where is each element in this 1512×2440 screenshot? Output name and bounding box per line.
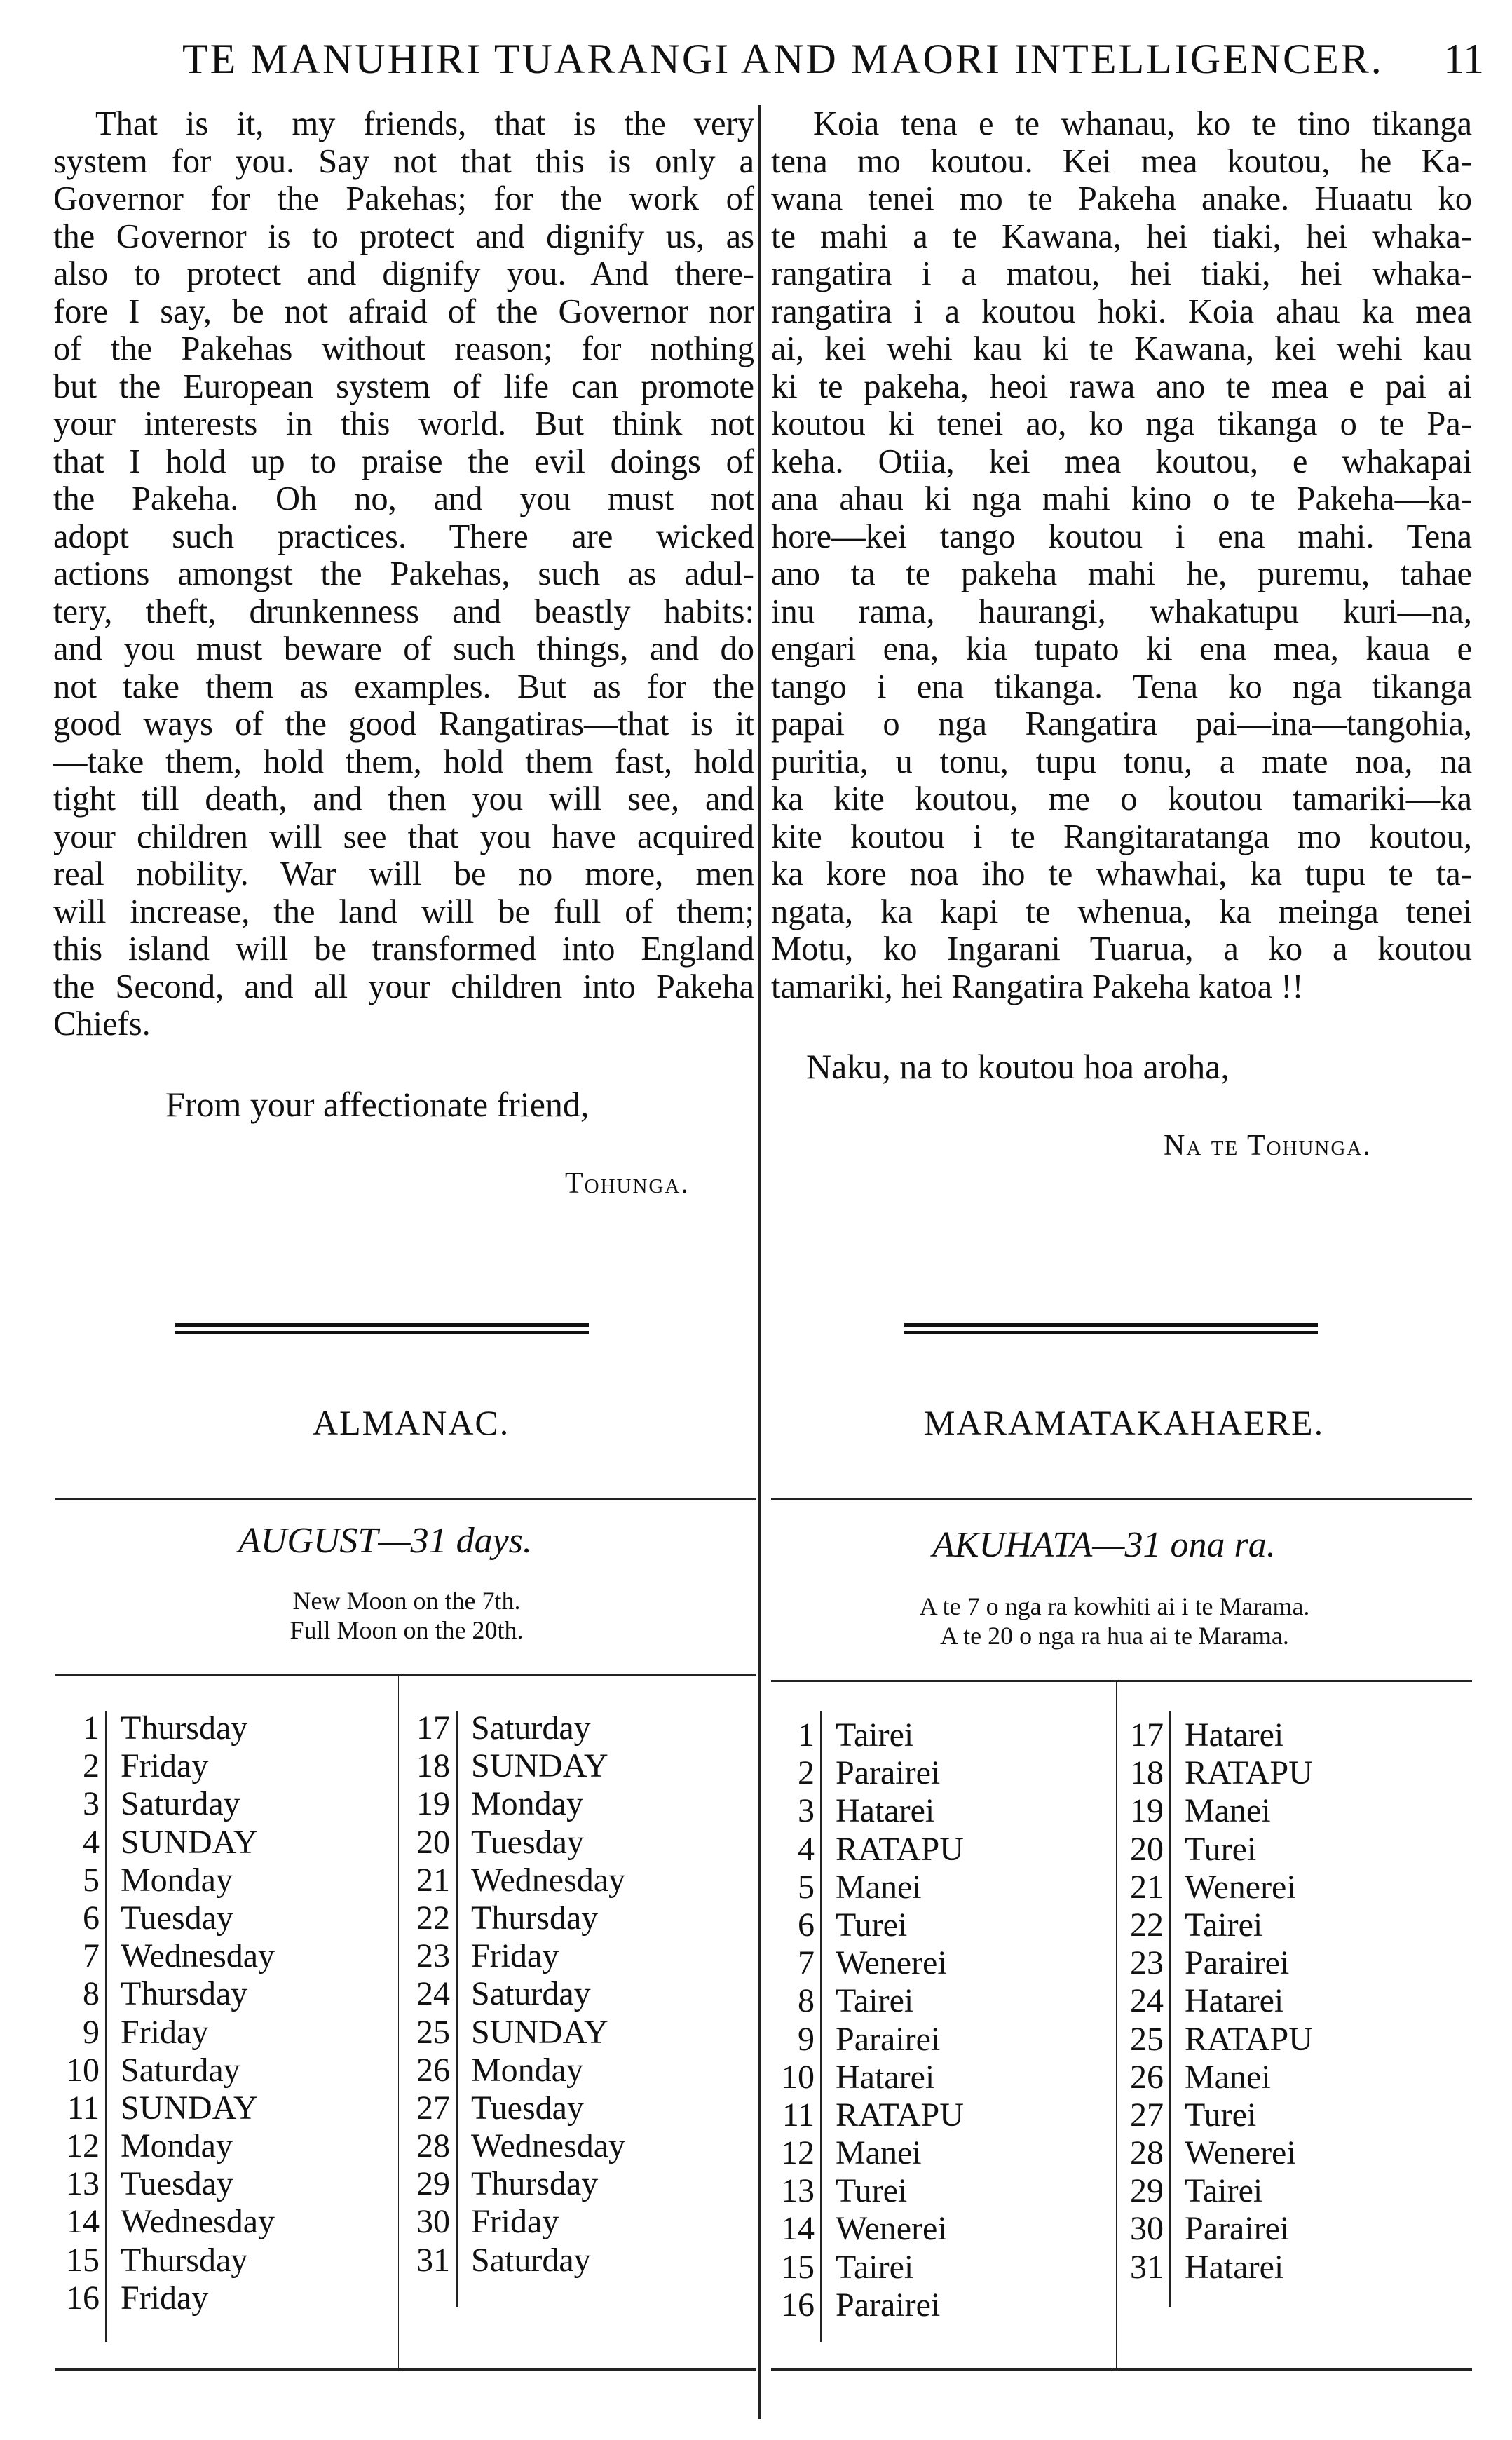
weekday-name: Hatarei [1185,1982,1284,2020]
weekday-name: RATAPU [836,1830,964,1868]
calendar-row [765,2096,1102,2134]
english-double-rule [175,1323,589,1327]
calendar-row [765,1754,1102,1792]
weekday-name: Wenerei [1185,2134,1296,2172]
calendar-row [765,1869,1102,1906]
calendar-row [50,2052,387,2089]
weekday-name: Parairei [836,1754,941,1792]
text-line: hore—kei tango koutou i ena mahi. Tena [771,517,1472,555]
calendar-row [1115,2172,1451,2210]
day-number: 14 [66,2203,100,2241]
column-divider [758,105,761,2419]
text-line: tena mo koutou. Kei mea koutou, he Ka- [771,142,1472,180]
weekday-name: Turei [1185,1830,1257,1868]
text-line: Motu, ko Ingarani Tuarua, a ko a koutou [771,930,1472,968]
weekday-name: Saturday [471,2241,591,2279]
day-number: 16 [781,2286,815,2324]
day-number: 27 [1130,2096,1164,2134]
calendar-row [765,1792,1102,1830]
text-line: kite koutou i te Rangitaratanga mo koutou, [771,818,1472,855]
day-number: 17 [1130,1716,1164,1754]
day-number: 9 [83,2013,100,2051]
text-line: tango i ena tikanga. Tena ko nga tikanga [771,667,1472,705]
text-line: the Governor is to protect and dignify us, as [53,217,754,255]
text-line: your interests in this world. But think not [53,405,754,442]
day-number: 21 [1130,1868,1164,1906]
day-number: 18 [1130,1754,1164,1792]
day-number: 8 [798,1982,815,2020]
weekday-name: Turei [836,2172,908,2210]
weekday-name: Friday [121,2279,209,2317]
calendar-top-rule-english [55,1674,756,1676]
calendar-row [765,1982,1102,2020]
text-line: the Pakeha. Oh no, and you must not [53,480,754,517]
weekday-name: Friday [471,2203,559,2241]
text-line: tamariki, hei Rangatira Pakeha katoa !! [771,968,1304,1005]
weekday-name: SUNDAY [121,2089,258,2127]
almanac-title-maori: MARAMATAKAHAERE. [924,1403,1325,1442]
weekday-name: SUNDAY [121,1823,258,1861]
calendar-bottom-rule-maori [771,2368,1472,2371]
calendar-row [1115,1982,1451,2020]
day-number: 25 [1130,2020,1164,2058]
calendar-row [401,1862,737,1899]
day-number: 7 [83,1937,100,1975]
day-number: 11 [782,2096,815,2134]
weekday-name: Monday [471,2051,583,2089]
maori-paragraph [771,105,1472,1005]
weekday-name: Tuesday [471,2089,584,2127]
weekday-name: Friday [121,2013,209,2051]
text-line: koutou ki tenei ao, ko nga tikanga o te Pa- [771,405,1472,442]
calendar-row [1115,2021,1451,2059]
text-line: Koia tena e te whanau, ko te tino tikanga [813,105,1472,142]
weekday-name: Tuesday [121,1899,233,1937]
moon-line: A te 20 o nga ra hua ai te Marama. [940,1622,1289,1650]
month-days-english: —31 days. [378,1521,532,1561]
weekday-name: Thursday [121,2241,248,2279]
weekday-name: Parairei [836,2286,941,2324]
calendar-maori-col-1 [765,1716,1102,2324]
day-number: 30 [416,2203,450,2241]
text-line: papai o nga Rangatira pai—ina—tangohia, [771,705,1472,743]
day-number: 19 [1130,1792,1164,1830]
calendar-english-col-1 [50,1709,387,2317]
weekday-name: Wednesday [471,1861,626,1899]
text-line: but the European system of life can promote [53,367,754,405]
moon-line: Full Moon on the 20th. [290,1616,524,1644]
calendar-row [1115,1792,1451,1830]
calendar-row [1115,1869,1451,1906]
weekday-name: Tairei [1185,2172,1263,2210]
moon-line: New Moon on the 7th. [292,1587,521,1615]
day-number: 19 [416,1785,450,1823]
page-number: 11 [1443,36,1484,82]
weekday-name: Saturday [121,1785,240,1823]
weekday-name: Tairei [836,1982,914,2020]
text-line: real nobility. War will be no more, men [53,855,754,893]
calendar-row [50,1747,387,1785]
calendar-row [765,2059,1102,2096]
text-line: will increase, the land will be full of them; [53,893,754,930]
text-line: engari ena, kia tupato ki ena mea, kaua e [771,630,1472,667]
calendar-english-col-2 [401,1709,737,2279]
calendar-row [401,1975,737,2013]
text-line: ngata, ka kapi te whenua, ka meinga tenei [771,893,1472,930]
day-number: 7 [798,1944,815,1982]
calendar-row [1115,2059,1451,2096]
weekday-name: Wenerei [836,2210,947,2248]
calendar-row [1115,2096,1451,2134]
day-number: 6 [798,1906,815,1944]
text-line: That is it, my friends, that is the very [95,105,754,142]
text-line: the Second, and all your children into Pakeha [53,968,754,1005]
calendar-row [1115,1944,1451,1982]
weekday-name: Turei [836,1906,908,1944]
day-number: 25 [416,2013,450,2051]
calendar-row [50,1709,387,1747]
english-column [53,105,754,1200]
almanac-title-english: ALMANAC. [313,1403,510,1442]
calendar-row [401,1747,737,1785]
day-number: 28 [1130,2134,1164,2172]
calendar-row [765,1716,1102,1754]
text-line: puritia, u tonu, tupu tonu, a mate noa, na [771,743,1472,780]
calendar-row [50,2165,387,2203]
weekday-name: Manei [836,1868,922,1906]
calendar-row [1115,1754,1451,1792]
weekday-name: Wednesday [121,1937,275,1975]
weekday-name: Wednesday [471,2127,626,2165]
text-line: ai, kei wehi kau ki te Kawana, kei wehi kau [771,330,1472,367]
text-line: ka kite koutou, me o koutou tamariki—ka [771,780,1472,818]
calendar-row [1115,2134,1451,2172]
day-number: 14 [781,2210,815,2248]
day-number: 17 [416,1709,450,1747]
weekday-name: Thursday [471,1899,599,1937]
calendar-row [50,2127,387,2165]
day-number: 9 [798,2020,815,2058]
maori-signature: Na te Tohunga. [1164,1130,1372,1162]
day-number: 3 [83,1785,100,1823]
day-number: 4 [798,1830,815,1868]
weekday-name: Thursday [121,1709,248,1747]
weekday-name: RATAPU [1185,1754,1313,1792]
day-number: 10 [66,2051,100,2089]
day-number: 23 [416,1937,450,1975]
month-heading-english [238,1520,532,1561]
day-number: 31 [416,2241,450,2279]
weekday-name: Parairei [1185,2210,1290,2248]
weekday-name: Manei [1185,1792,1271,1830]
calendar-row [1115,1906,1451,1944]
day-number: 18 [416,1747,450,1785]
day-number: 21 [416,1861,450,1899]
weekday-name: Wednesday [121,2203,275,2241]
month-heading-maori [932,1524,1276,1566]
weekday-name: Tairei [1185,1906,1263,1944]
weekday-name: SUNDAY [471,1747,608,1785]
text-line: that I hold up to praise the evil doings of [53,442,754,480]
almanac-rule-maori [771,1498,1472,1500]
weekday-name: RATAPU [1185,2020,1313,2058]
day-number: 24 [416,1975,450,2013]
calendar-row [765,2210,1102,2248]
english-closing: From your affectionate friend, [165,1084,590,1124]
month-name-maori: AKUHATA [932,1525,1093,1565]
weekday-name: Tairei [836,1716,914,1754]
day-number: 30 [1130,2210,1164,2248]
weekday-name: Parairei [1185,1944,1290,1982]
weekday-name: Wenerei [836,1944,947,1982]
moon-line: A te 7 o nga ra kowhiti ai i te Marama. [919,1592,1310,1620]
english-signature: Tohunga. [565,1167,690,1200]
weekday-name: Wenerei [1185,1868,1296,1906]
weekday-name: Monday [121,2127,233,2165]
calendar-row [1115,1831,1451,1869]
text-line: ka kore noa iho te whawhai, ka tupu te ta- [771,855,1472,893]
calendar-row [401,1937,737,1975]
day-number: 24 [1130,1982,1164,2020]
weekday-name: Monday [471,1785,583,1823]
text-line: fore I say, be not afraid of the Governor nor [53,292,754,330]
english-paragraph [53,105,754,1043]
calendar-row [50,1899,387,1937]
weekday-name: Hatarei [836,1792,935,1830]
calendar-top-rule-maori [771,1680,1472,1682]
text-line: tery, theft, drunkenness and beastly habits: [53,592,754,630]
calendar-row [765,2286,1102,2324]
weekday-name: Friday [121,1747,209,1785]
calendar-row [50,1862,387,1899]
calendar-row [50,2089,387,2127]
day-number: 1 [83,1709,100,1747]
calendar-row [401,1785,737,1823]
weekday-name: Hatarei [1185,2248,1284,2286]
weekday-name: Turei [1185,2096,1257,2134]
day-number: 16 [66,2279,100,2317]
day-number: 10 [781,2058,815,2096]
weekday-name: Saturday [121,2051,240,2089]
calendar-row [765,2249,1102,2286]
text-line: adopt such practices. There are wicked [53,517,754,555]
calendar-row [765,1906,1102,1944]
day-number: 13 [66,2165,100,2203]
weekday-name: Thursday [471,2165,599,2203]
day-number: 28 [416,2127,450,2165]
weekday-name: Saturday [471,1709,591,1747]
text-line: te mahi a te Kawana, hei tiaki, hei whaka- [771,217,1472,255]
calendar-row [50,1975,387,2013]
day-number: 2 [83,1747,100,1785]
text-line: wana tenei mo te Pakeha anake. Huaatu ko [771,180,1472,217]
maori-double-rule [904,1323,1318,1327]
calendar-row [50,2279,387,2317]
calendar-row [50,1785,387,1823]
text-line: not take them as examples. But as for the [53,667,754,705]
text-line: good ways of the good Rangatiras—that is it [53,705,754,743]
day-number: 13 [781,2172,815,2210]
day-number: 6 [83,1899,100,1937]
text-line: also to protect and dignify you. And there- [53,255,754,292]
text-line: Governor for the Pakehas; for the work of [53,180,754,217]
calendar-row [50,1937,387,1975]
calendar-row [401,2242,737,2279]
day-number: 1 [798,1716,815,1754]
calendar-row [401,2089,737,2127]
calendar-row [401,1824,737,1862]
text-line: —take them, hold them, hold them fast, hold [53,743,754,780]
day-number: 15 [66,2241,100,2279]
day-number: 8 [83,1975,100,2013]
calendar-row [1115,2249,1451,2286]
calendar-row [765,1944,1102,1982]
day-number: 12 [66,2127,100,2165]
text-line: ki te pakeha, heoi rawa ano te mea e pai ai [771,367,1472,405]
weekday-name: Manei [836,2134,922,2172]
day-number: 5 [83,1861,100,1899]
weekday-name: SUNDAY [471,2013,608,2051]
day-number: 22 [416,1899,450,1937]
day-number: 5 [798,1868,815,1906]
calendar-row [765,2021,1102,2059]
day-number: 20 [1130,1830,1164,1868]
calendar-row [50,1824,387,1862]
calendar-row [765,1831,1102,1869]
moon-phases-english [168,1586,645,1645]
weekday-name: Tairei [836,2248,914,2286]
text-line: ano ta te pakeha mahi he, puremu, tahae [771,555,1472,592]
day-number: 4 [83,1823,100,1861]
text-line: of the Pakehas without reason; for nothing [53,330,754,367]
weekday-name: Parairei [836,2020,941,2058]
calendar-row [401,1899,737,1937]
weekday-name: Tuesday [121,2165,233,2203]
day-number: 23 [1130,1944,1164,1982]
calendar-row [765,2134,1102,2172]
text-line: Chiefs. [53,1005,151,1043]
maori-column [771,105,1472,1163]
weekday-name: Thursday [121,1975,248,2013]
day-number: 22 [1130,1906,1164,1944]
calendar-row [1115,1716,1451,1754]
calendar-row [401,2052,737,2089]
text-line: system for you. Say not that this is only a [53,142,754,180]
text-line: ana ahau ki nga mahi kino o te Pakeha—ka- [771,480,1472,517]
calendar-row [50,2014,387,2052]
calendar-row [401,1709,737,1747]
calendar-row [401,2127,737,2165]
calendar-row [401,2165,737,2203]
calendar-row [50,2242,387,2279]
day-number: 12 [781,2134,815,2172]
day-number: 26 [1130,2058,1164,2096]
calendar-row [401,2014,737,2052]
weekday-name: Hatarei [836,2058,935,2096]
day-number: 15 [781,2248,815,2286]
text-line: tight till death, and then you will see, and [53,780,754,818]
day-number: 2 [798,1754,815,1792]
day-number: 29 [416,2165,450,2203]
almanac-rule-english [55,1498,756,1500]
text-line: keha. Otiia, kei mea koutou, e whakapai [771,442,1472,480]
maori-closing: Naku, na to koutou hoa aroha, [806,1047,1230,1086]
page-header [0,35,1512,91]
text-line: and you must beware of such things, and do [53,630,754,667]
text-line: inu rama, haurangi, whakatupu kuri—na, [771,592,1472,630]
day-number: 29 [1130,2172,1164,2210]
calendar-row [765,2172,1102,2210]
weekday-name: Tuesday [471,1823,584,1861]
text-line: rangatira i a koutou hoki. Koia ahau ka mea [771,292,1472,330]
month-days-maori: —31 ona ra. [1092,1525,1276,1565]
text-line: rangatira i a matou, hei tiaki, hei whaka- [771,255,1472,292]
moon-phases-maori [806,1592,1423,1651]
weekday-name: RATAPU [836,2096,964,2134]
calendar-maori-col-2 [1115,1716,1451,2286]
calendar-row [1115,2210,1451,2248]
weekday-name: Hatarei [1185,1716,1284,1754]
calendar-row [50,2203,387,2241]
weekday-name: Friday [471,1937,559,1975]
calendar-bottom-rule-english [55,2368,756,2371]
day-number: 3 [798,1792,815,1830]
day-number: 26 [416,2051,450,2089]
day-number: 27 [416,2089,450,2127]
month-name-english: AUGUST [238,1521,379,1561]
text-line: your children will see that you have acquired [53,818,754,855]
text-line: actions amongst the Pakehas, such as adul- [53,555,754,592]
calendar-row [401,2203,737,2241]
weekday-name: Manei [1185,2058,1271,2096]
day-number: 11 [67,2089,100,2127]
text-line: this island will be transformed into England [53,930,754,968]
day-number: 31 [1130,2248,1164,2286]
weekday-name: Saturday [471,1975,591,2013]
weekday-name: Monday [121,1861,233,1899]
page-title: TE MANUHIRI TUARANGI AND MAORI INTELLIGENCER. [182,36,1384,82]
day-number: 20 [416,1823,450,1861]
